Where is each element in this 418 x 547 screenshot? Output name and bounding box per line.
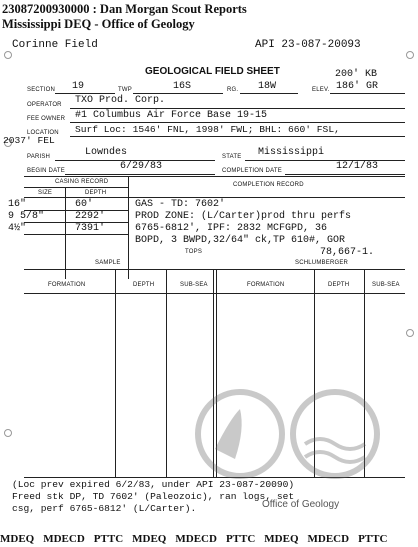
report-subtitle: Mississippi DEQ - Office of Geology: [2, 17, 195, 31]
completion-line: GAS - TD: 7602': [135, 199, 226, 210]
underline: [240, 93, 298, 94]
casing-size: 9 5/8": [8, 211, 45, 222]
fee-owner-label: FEE OWNER: [27, 116, 66, 122]
begin-date-label: BEGIN DATE: [27, 168, 65, 174]
parish-value: Lowndes: [85, 147, 128, 158]
rule: [24, 269, 405, 270]
section-label: SECTION: [27, 87, 56, 93]
casing-depth: 7391': [75, 223, 106, 234]
field-sheet-card: [0, 29, 418, 529]
completion-line: 78,667-1.: [320, 247, 375, 258]
footer-item: MDECD: [43, 533, 85, 545]
rule: [65, 187, 66, 279]
size-label: SIZE: [38, 190, 53, 196]
casing-size: 16": [8, 199, 27, 210]
completion-line: BOPD, 3 BWPD,32/64" ck,TP 610#, GOR: [135, 235, 346, 246]
col-depth: DEPTH: [328, 282, 350, 288]
rg-value: 18W: [258, 81, 277, 92]
remark-line: Freed stk DP, TD 7602' (Paleozoic), ran logs, set: [12, 491, 295, 502]
location-label: LOCATION: [27, 130, 59, 136]
report-title: 23087200930000 : Dan Morgan Scout Reports: [2, 2, 247, 16]
completion-line: 6765-6812', IPF: 2832 MCFGPD, 36: [135, 223, 328, 234]
sample-label: SAMPLE: [95, 260, 121, 266]
fee-owner-value: #1 Columbus Air Force Base 19-15: [75, 110, 268, 121]
casing-depth: 60': [75, 199, 94, 210]
location-value-cont: 2037' FEL: [3, 135, 55, 146]
footer-strip: [0, 533, 418, 545]
underline: [70, 122, 405, 123]
underline: [285, 174, 405, 175]
elev-value: 186' GR: [336, 81, 379, 92]
begin-date-value: 6/29/83: [120, 161, 163, 172]
footer-item: PTTC: [358, 533, 388, 545]
footer-item: PTTC: [93, 533, 124, 545]
field-name: Corinne Field: [12, 39, 98, 51]
location-value: Surf Loc: 1546' FNL, 1998' FWL; BHL: 660' FSL,: [75, 124, 340, 135]
rule: [24, 187, 128, 188]
parish-label: PARISH: [27, 154, 51, 160]
casing-record-label: CASING RECORD: [55, 179, 109, 185]
completion-line: PROD ZONE: (L/Carter)prod thru perfs: [135, 211, 352, 222]
col-subsea: SUB-SEA: [372, 282, 400, 288]
remark-line: csg, perf 6765-6812' (L/Carter).: [12, 503, 197, 514]
underline: [55, 93, 115, 94]
underline: [133, 93, 223, 94]
mdeq-watermark-icon: [195, 379, 385, 489]
sheet-title: GEOLOGICAL FIELD SHEET: [145, 66, 280, 77]
table-top-rule: [24, 176, 405, 177]
rule: [24, 293, 405, 294]
casing-depth: 2292': [75, 211, 106, 222]
col-subsea: SUB-SEA: [180, 282, 208, 288]
binder-hole-icon: [4, 429, 12, 437]
tops-label: TOPS: [185, 249, 203, 255]
remark-line: (Loc prev expired 6/2/83, under API 23-087-20090): [12, 479, 295, 490]
api-number: API 23-087-20093: [255, 39, 361, 51]
col-formation: FORMATION: [247, 282, 285, 288]
rg-label: RG.: [227, 87, 239, 93]
rule: [24, 197, 405, 198]
rule: [166, 269, 167, 477]
footer-item: MDECD: [175, 533, 217, 545]
schlumberger-label: SCHLUMBERGER: [295, 260, 349, 266]
twp-value: 16S: [173, 81, 192, 92]
binder-hole-icon: [406, 51, 414, 59]
state-label: STATE: [222, 154, 242, 160]
underline: [70, 136, 405, 137]
footer-item: MDECD: [307, 533, 350, 545]
completion-record-label: COMPLETION RECORD: [233, 182, 304, 188]
watermark-text: Office of Geology: [262, 499, 340, 510]
casing-size: 4½": [8, 223, 27, 234]
state-value: Mississippi: [258, 147, 325, 158]
kb-elevation: 200' KB: [335, 69, 378, 80]
col-depth: DEPTH: [133, 282, 155, 288]
underline: [245, 160, 405, 161]
binder-hole-icon: [4, 51, 12, 59]
rule: [115, 269, 116, 477]
twp-label: TWP: [118, 87, 132, 93]
underline: [330, 93, 405, 94]
rule: [128, 176, 129, 279]
completion-date-label: COMPLETION DATE: [222, 168, 282, 174]
completion-date-value: 12/1/83: [336, 161, 379, 172]
operator-label: OPERATOR: [27, 102, 62, 108]
section-value: 19: [72, 81, 85, 92]
elev-label: ELEV.: [312, 87, 330, 93]
footer-item: MDEQ: [132, 533, 167, 545]
footer-item: PTTC: [225, 533, 256, 545]
footer-item: MDEQ: [264, 533, 299, 545]
depth-label: DEPTH: [85, 190, 107, 196]
rule: [24, 234, 128, 235]
binder-hole-icon: [406, 329, 414, 337]
underline: [65, 174, 215, 175]
col-formation: FORMATION: [48, 282, 86, 288]
underline: [70, 108, 405, 109]
operator-value: TXO Prod. Corp.: [75, 95, 166, 106]
footer-item: MDEQ: [0, 533, 35, 545]
